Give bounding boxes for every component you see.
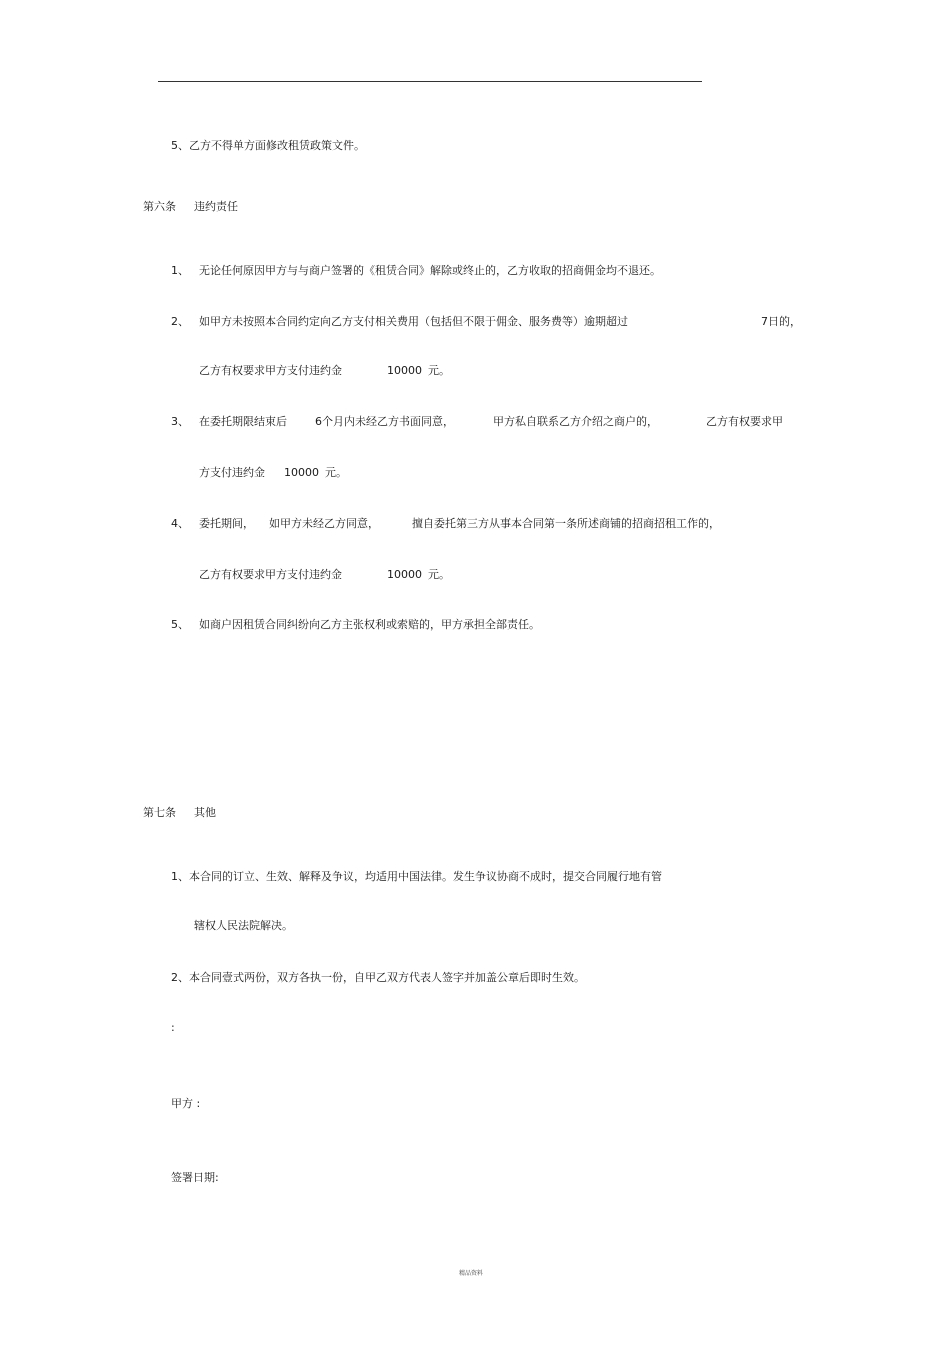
a7-item2: 2、本合同壹式两份，双方各执一份，自甲乙双方代表人签字并加盖公章后即时生效。: [171, 971, 585, 984]
a6-item3-number: 3、: [171, 415, 189, 428]
a6-item3-text-b: 6个月内未经乙方书面同意，: [315, 415, 454, 428]
a6-item3-unit: 元。: [325, 466, 347, 479]
a6-item2-number: 2、: [171, 315, 189, 328]
a6-item3-penalty: 方支付违约金: [199, 466, 265, 479]
a6-item1-text: 无论任何原因甲方与与商户签署的《租赁合同》解除或终止的，乙方收取的招商佣金均不退还。: [199, 264, 661, 277]
article-7-title: 其他: [194, 806, 216, 819]
a6-item5-number: 5、: [171, 618, 189, 631]
a6-item4-amount: 10000: [387, 568, 422, 581]
item-5-policy: 5、乙方不得单方面修改租赁政策文件。: [171, 139, 365, 152]
a6-item4-text-b: 如甲方未经乙方同意，: [269, 517, 379, 530]
article-6-number: 第六条: [143, 200, 176, 213]
a6-item3-amount: 10000: [284, 466, 319, 479]
a6-item1-number: 1、: [171, 264, 189, 277]
colon-mark: :: [171, 1021, 175, 1034]
party-a-label: 甲方 :: [171, 1097, 201, 1110]
a6-item4-text-c: 擅自委托第三方从事本合同第一条所述商铺的招商招租工作的，: [412, 517, 720, 530]
a6-item2-unit: 元。: [428, 364, 450, 377]
page-footer: 精品资料: [459, 1270, 484, 1277]
a6-item5-text: 如商户因租赁合同纠纷向乙方主张权利或索赔的，甲方承担全部责任。: [199, 618, 540, 631]
a6-item4-unit: 元。: [428, 568, 450, 581]
header-rule: [158, 81, 702, 82]
a6-item2-days: 7日的，: [761, 315, 801, 328]
a6-item3-text-a: 在委托期限结束后: [199, 415, 287, 428]
a6-item2-penalty: 乙方有权要求甲方支付违约金: [199, 364, 342, 377]
article-6-title: 违约责任: [194, 200, 238, 213]
a6-item4-penalty: 乙方有权要求甲方支付违约金: [199, 568, 342, 581]
a6-item4-text-a: 委托期间，: [199, 517, 254, 530]
a7-item1-line2: 辖权人民法院解决。: [194, 919, 293, 932]
sign-date-label: 签署日期:: [171, 1171, 219, 1184]
a6-item3-text-c: 甲方私自联系乙方介绍之商户的，: [493, 415, 658, 428]
a6-item2-text: 如甲方未按照本合同约定向乙方支付相关费用（包括但不限于佣金、服务费等）逾期超过: [199, 315, 628, 328]
a6-item4-number: 4、: [171, 517, 189, 530]
a6-item2-amount: 10000: [387, 364, 422, 377]
a6-item3-text-d: 乙方有权要求甲: [706, 415, 783, 428]
a7-item1-line1: 1、本合同的订立、生效、解释及争议，均适用中国法律。发生争议协商不成时，提交合同履行地有管: [171, 870, 662, 883]
article-7-number: 第七条: [143, 806, 176, 819]
